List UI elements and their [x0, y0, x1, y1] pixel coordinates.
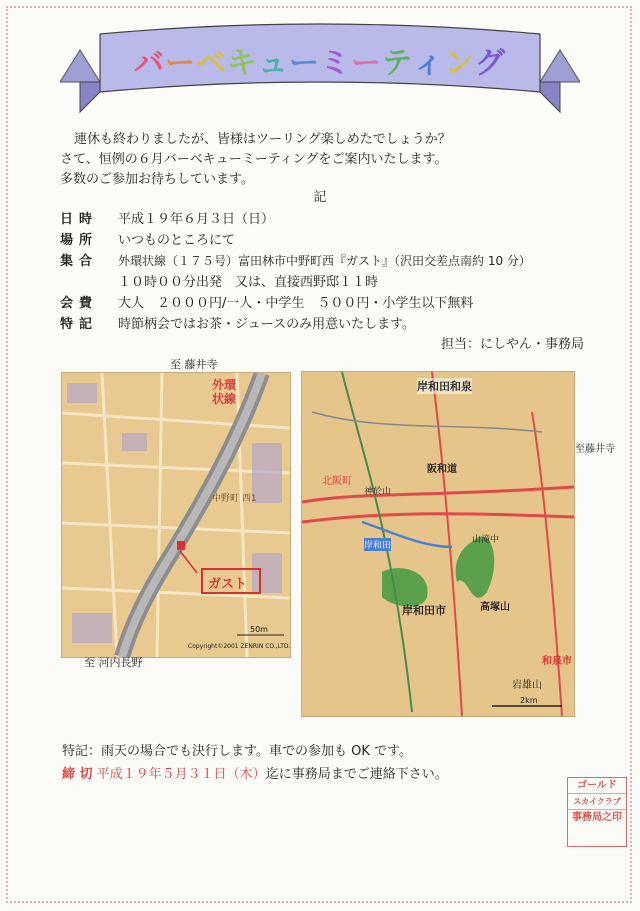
title-char: キ	[227, 46, 258, 81]
ki-heading: 記	[313, 190, 327, 205]
intro-line-3: 多数のご参加お待ちしています。	[60, 172, 254, 187]
title-char: グ	[475, 46, 506, 81]
fee-row	[60, 292, 473, 311]
map-left-top-caption: 至 藤井寺	[170, 358, 218, 371]
title-char: ー	[351, 46, 382, 81]
fee-value: 大人 ２０００円/一人・中学生 ５００円・小学生以下無料	[118, 296, 474, 311]
label-jinnosato: 神於山	[364, 487, 392, 497]
title-char: ュ	[258, 46, 289, 81]
map-right-side-caption: 至藤井寺	[575, 444, 615, 455]
meet-label: 集合	[60, 254, 99, 269]
deadline-label: 締 切	[62, 767, 93, 782]
deadline-date: 平成１９年５月３１日（木）	[96, 767, 266, 782]
meet-value: 外環状線（１７５号）富田林市中野町西『ガスト』（沢田交差点南約 10 分）	[118, 254, 531, 268]
title-char: バ	[134, 46, 165, 81]
label-takatsukayama: 高塚山	[480, 602, 510, 613]
title-char: ン	[444, 46, 475, 81]
date-value: 平成１９年６月３日（日）	[118, 212, 275, 227]
extra-row	[60, 313, 415, 332]
title-char: ミ	[320, 46, 351, 81]
map-right	[301, 371, 575, 717]
intro-line-1: 連休も終わりましたが、皆様はツーリング楽しめたでしょうか？	[74, 132, 451, 147]
label-kishiwada-wakyo: 岸和田和泉	[417, 380, 472, 393]
date-row	[60, 208, 274, 227]
place-label: 場所	[60, 233, 99, 248]
map-left-scale: 50m	[250, 625, 268, 634]
title-char: ィ	[413, 46, 444, 81]
title-char: テ	[382, 46, 413, 81]
label-okurayama: 山滝中	[472, 535, 500, 545]
title-char: ー	[165, 46, 196, 81]
map-right-scale: 2km	[520, 696, 538, 705]
intro-text	[60, 130, 600, 190]
extra-label: 特記	[60, 317, 99, 332]
seal-stamp	[567, 777, 627, 847]
title-char: ベ	[196, 46, 227, 81]
label-izumi: 和泉市	[542, 656, 572, 667]
map-right-drawing	[302, 372, 574, 716]
map-left-drawing	[62, 373, 290, 657]
label-kishiwada-city: 岸和田市	[402, 604, 446, 617]
road-label: 外環状線	[212, 378, 237, 406]
date-label: 日時	[60, 212, 99, 227]
stamp-line-2: スカイクラブ	[568, 794, 626, 810]
deadline-line	[62, 763, 448, 782]
map-copyright: Copyright©2001 ZENRIN CO.,LTD.	[188, 643, 291, 650]
label-iwao: 岩雄山	[512, 680, 542, 691]
place-value: いつものところにて	[118, 233, 236, 248]
label-kitasaka: 北阪町	[322, 476, 352, 487]
label-hanwa: 阪和道	[427, 464, 457, 475]
stamp-line-1: ゴールド	[568, 778, 626, 794]
contact-person: 担当：にしやん・事務局	[440, 337, 584, 352]
place-row	[60, 229, 235, 248]
fee-label: 会費	[60, 296, 99, 311]
intro-line-2: さて、恒例の６月バーベキューミーティングをご案内いたします。	[60, 152, 448, 167]
extra-value: 時節柄会ではお茶・ジュースのみ用意いたします。	[118, 317, 416, 332]
gust-label: ガスト	[208, 577, 248, 592]
map-left	[61, 372, 291, 658]
meet-value-2: １０時００分出発 又は、直接西野邸１１時	[118, 275, 379, 290]
meet-row	[60, 250, 531, 269]
label-kishiwada: 岸和田	[364, 538, 391, 551]
rain-note: 特記：雨天の場合でも決行します。車での参加も OK です。	[62, 744, 412, 759]
stamp-line-3: 事務局之印	[572, 812, 622, 823]
title-char: ー	[289, 46, 320, 81]
deadline-rest: 迄に事務局までご連絡下さい。	[265, 767, 448, 782]
map-left-bottom-caption: 至 河内長野	[84, 656, 143, 669]
page-title	[0, 38, 640, 82]
nakano-label: 中野町 西1	[212, 494, 257, 504]
